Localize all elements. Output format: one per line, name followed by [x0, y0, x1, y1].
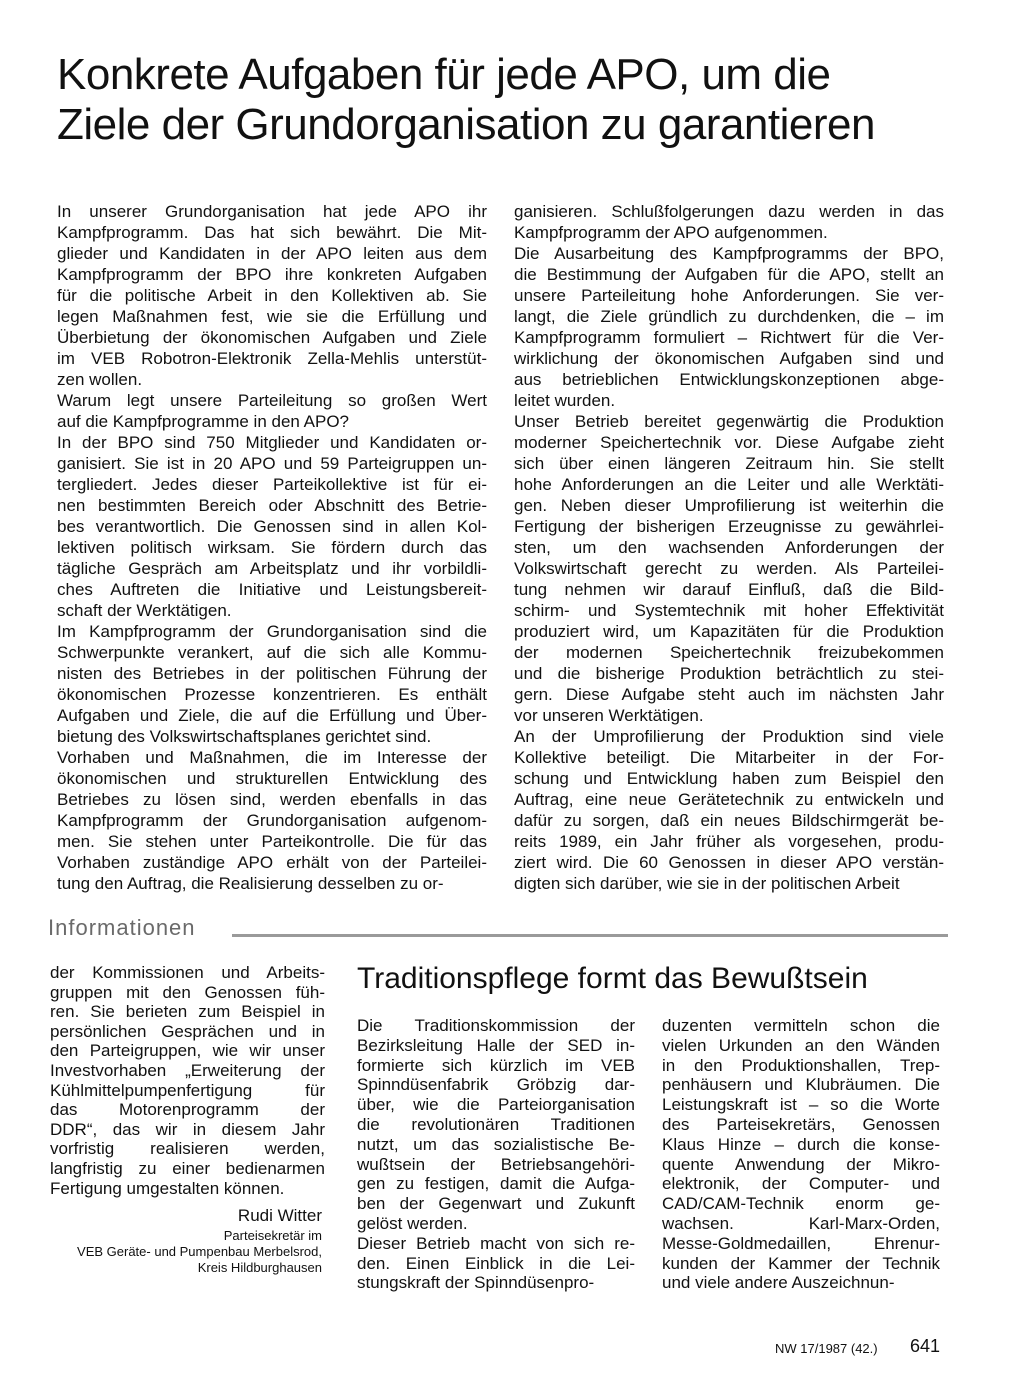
text-line: In der BPO sind 750 Mitglieder und Kandidaten or- [57, 433, 487, 452]
text-line: In unserer Grundorganisation hat jede APO ihr [57, 202, 487, 221]
text-line: lektiven politisch wirksam. Sie fördern durch das [57, 538, 487, 557]
text-line: die revolutionären Traditionen [357, 1114, 635, 1134]
text-line: Die Traditionskommission der [357, 1016, 635, 1035]
text-line: im VEB Robotron-Elektronik Zella-Mehlis unterstüt- [57, 349, 487, 368]
text-line: ben der Gegenwart und Zukunft [357, 1194, 635, 1214]
text-line: den Parteigruppen, wie wir unser [50, 1041, 325, 1061]
text-line: tung nehmen wir darauf Einfluß, daß die Bild- [514, 580, 944, 599]
text-line: langfristig zu einer bedienarmen [50, 1158, 325, 1178]
text-line: aus betrieblichen Entwicklungskonzeptionen abge- [514, 370, 944, 389]
author-role: Parteisekretär im [223, 1228, 322, 1243]
text-line: Kampfprogramm der BPO ihre konkreten Aufgaben [57, 265, 487, 284]
text-line: tergliedert. Jedes dieser Parteikollektive ist für ei- [57, 475, 487, 494]
text-line: Vorhaben zuständige APO erhält von der Parteilei- [57, 853, 487, 872]
text-line: Leistungskraft ist – so die Worte [662, 1095, 940, 1115]
author-org: VEB Geräte- und Pumpenbau Merbelsrod, [77, 1244, 322, 1259]
text-line: ganisieren. Schlußfolgerungen dazu werden in das [514, 202, 944, 221]
tradition-column-1 [357, 1016, 635, 1293]
text-line: schirm- und Systemtechnik mit hoher Effektivität [514, 601, 944, 620]
text-line: langt, die Ziele gründlich zu durchdenken, die – im [514, 307, 944, 326]
text-line: glieder und Kandidaten in der APO leiten aus dem [57, 244, 487, 263]
headline-line-2: Ziele der Grundorganisation zu garantieren [57, 100, 875, 149]
text-line: Klaus Hinze – durch die konse- [662, 1134, 940, 1154]
text-line: ökonomischen Prozesse konzentrieren. Es enthält [57, 685, 487, 704]
text-line: bes verantwortlich. Die Genossen sind in allen Kol- [57, 517, 487, 536]
text-line: der Kommissionen und Arbeits- [50, 963, 325, 982]
text-line: legen Maßnahmen fest, wie sie die Erfüllung und [57, 307, 487, 326]
text-line: An der Umprofilierung der Produktion sind viele [514, 727, 944, 746]
author-location: Kreis Hildburghausen [197, 1260, 322, 1275]
text-line: bietung des Volkswirtschaftsplanes gerichtet sind. [57, 727, 432, 746]
page-number: 641 [910, 1336, 941, 1356]
text-line: zen wollen. [57, 370, 143, 389]
text-line: Im Kampfprogramm der Grundorganisation sind die [57, 622, 487, 641]
text-line: Kühlmittelpumpenfertigung für [50, 1080, 325, 1100]
text-line: in den Produktionshallen, Trep- [662, 1055, 940, 1075]
text-line: Schwerpunkte verankert, auf die sich alle Kommu- [57, 643, 487, 662]
text-line: elektronik, der Computer- und [662, 1174, 940, 1194]
text-line: Volkswirtschaft gerecht zu werden. Als Parteilei- [514, 559, 944, 578]
text-line: Investvorhaben „Erweiterung der [50, 1060, 325, 1080]
text-line: vielen Urkunden an den Wänden [662, 1035, 940, 1055]
text-line: Vorhaben und Maßnahmen, die im Interesse der [57, 748, 487, 767]
text-line: wirklichung der ökonomischen Aufgaben sind und [514, 349, 944, 368]
text-line: Unser Betrieb bereitet gegenwärtig die Produktion [514, 412, 944, 431]
text-line: ches Auftreten die Initiative und Leistungsbereit- [57, 580, 487, 599]
text-line: hohe Anforderungen an die Leiter und alle Werktäti- [514, 475, 944, 494]
text-line: Fertigung der bisherigen Erzeugnisse zu gewährlei- [514, 517, 944, 536]
text-line: tägliche Gespräch am Arbeitsplatz und ihr vorbildli- [57, 559, 487, 578]
text-line: ren. Sie berieten zum Beispiel in [50, 1002, 325, 1022]
text-line: auf die Kampfprogramme in den APO? [57, 412, 349, 431]
text-line: ganisiert. Sie ist in 20 APO und 59 Parteigruppen un- [57, 454, 487, 473]
text-line: Kampfprogramm. Das hat sich bewährt. Die Mit- [57, 223, 487, 242]
main-article-column-2 [514, 201, 944, 894]
text-line: Bezirksleitung Halle der SED in- [357, 1035, 635, 1055]
text-line: den. Einen Einblick in die Lei- [357, 1253, 635, 1273]
text-line: ziert wird. Die 60 Genossen in dieser APO verstän- [514, 853, 944, 872]
text-line: stungskraft der Spinndüsenpro- [357, 1273, 595, 1293]
text-line: Auftrag, eine neue Gerätetechnik zu entwickeln und [514, 790, 944, 809]
text-line: Die Ausarbeitung des Kampfprogramms der BPO, [514, 244, 944, 263]
author-name: Rudi Witter [237, 1206, 322, 1225]
text-line: schaft der Werktätigen. [57, 601, 232, 620]
text-line: quente Anwendung der Mikro- [662, 1154, 940, 1174]
text-line: schung und Entwicklung haben zum Beispiel den [514, 769, 944, 788]
text-line: gelöst werden. [357, 1213, 468, 1233]
section-divider [232, 934, 948, 937]
text-line: Spinndüsenfabrik Gröbzig dar- [357, 1075, 635, 1095]
text-line: persönlichen Gesprächen und in [50, 1021, 325, 1041]
text-line: sich über einen längeren Zeitraum hin. Sie stellt [514, 454, 944, 473]
text-line: gern. Diese Aufgabe steht auch im nächsten Jahr [514, 685, 944, 704]
tradition-column-2 [662, 1016, 940, 1293]
section-label: Informationen [48, 915, 196, 940]
text-line: produziert wird, um Kapazitäten für die Produktion [514, 622, 944, 641]
text-line: Dieser Betrieb macht von sich re- [357, 1233, 635, 1253]
text-line: vor unseren Werktätigen. [514, 706, 704, 725]
text-line: und viele andere Auszeichnun- [662, 1273, 895, 1293]
text-line: über, wie die Parteiorganisation [357, 1095, 635, 1115]
text-line: duzenten vermitteln schon die [662, 1016, 940, 1035]
text-line: digten sich darüber, wie sie in der politischen Arbeit [514, 874, 900, 893]
text-line: unsere Parteileitung hohe Anforderungen. Sie ver- [514, 286, 944, 305]
text-line: der modernen Speichertechnik freizubekommen [514, 643, 944, 662]
text-line: wußtsein der Betriebsangehöri- [357, 1154, 635, 1174]
text-line: Kampfprogramm formuliert – Richtwert für die Ver- [514, 328, 944, 347]
text-line: Kampfprogramm der APO aufgenommen. [514, 223, 828, 242]
text-line: Warum legt unsere Parteileitung so großen Wert [57, 391, 487, 410]
text-line: dafür zu sorgen, daß ein neues Bildschirmgerät be- [514, 811, 944, 830]
author-affiliation [20, 1228, 322, 1276]
text-line: Betriebes zu lösen sind, werden ebenfalls in das [57, 790, 487, 809]
text-line: Überbietung der ökonomischen Aufgaben und Ziele [57, 328, 487, 347]
headline-line-1: Konkrete Aufgaben für jede APO, um die [57, 50, 831, 99]
text-line: DDR“, das wir in diesem Jahr [50, 1119, 325, 1139]
text-line: Kampfprogramm der Grundorganisation aufgenom- [57, 811, 487, 830]
text-line: nutzt, um das sozialistische Be- [357, 1134, 635, 1154]
text-line: reits 1989, ein Jahr früher als vorgesehen, produ- [514, 832, 944, 851]
text-line: tung den Auftrag, die Realisierung desselben zu or- [57, 874, 444, 893]
text-line: kunden der Kammer der Technik [662, 1253, 940, 1273]
text-line: Kollektive beteiligt. Die Mitarbeiter in der For- [514, 748, 944, 767]
text-line: leitet wurden. [514, 391, 616, 410]
text-line: die Bestimmung der Aufgaben für die APO, stellt an [514, 265, 944, 284]
text-line: CAD/CAM-Technik enorm ge- [662, 1194, 940, 1214]
text-line: ökonomischen und strukturellen Entwicklung des [57, 769, 487, 788]
text-line: das Motorenprogramm der [50, 1100, 325, 1120]
text-line: formierte sich kürzlich im VEB [357, 1055, 635, 1075]
text-line: gen. Neben dieser Umprofilierung ist weiterhin die [514, 496, 944, 515]
text-line: Aufgaben und Ziele, die auf die Erfüllung und Über- [57, 706, 487, 725]
text-line: penhäusern und Klubräumen. Die [662, 1075, 940, 1095]
info-article-column [50, 963, 325, 1198]
text-line: gruppen mit den Genossen füh- [50, 982, 325, 1002]
text-line: Fertigung umgestalten können. [50, 1178, 285, 1198]
main-article-column-1 [57, 201, 487, 894]
tradition-headline: Traditionspflege formt das Bewußtsein [357, 962, 868, 995]
issue-reference: NW 17/1987 (42.) [775, 1341, 878, 1356]
text-line: nisten des Betriebes in der politischen Führung der [57, 664, 487, 683]
text-line: sten, um den wachsenden Anforderungen der [514, 538, 944, 557]
text-line: gen zu festigen, damit die Aufga- [357, 1174, 635, 1194]
text-line: des Parteisekretärs, Genossen [662, 1114, 940, 1134]
text-line: und die bisherige Produktion beträchtlich zu stei- [514, 664, 944, 683]
text-line: für die politische Arbeit in den Kollektiven ab. Sie [57, 286, 487, 305]
text-line: moderner Speichertechnik vor. Diese Aufgabe zieht [514, 433, 944, 452]
text-line: nen bestimmten Bereich oder Abschnitt des Betrie- [57, 496, 487, 515]
article-headline [57, 50, 957, 150]
text-line: wachsen. Karl-Marx-Orden, [662, 1213, 940, 1233]
text-line: vorfristig realisieren werden, [50, 1139, 325, 1159]
text-line: Messe-Goldmedaillen, Ehrenur- [662, 1233, 940, 1253]
text-line: men. Sie stehen unter Parteikontrolle. Die für das [57, 832, 487, 851]
